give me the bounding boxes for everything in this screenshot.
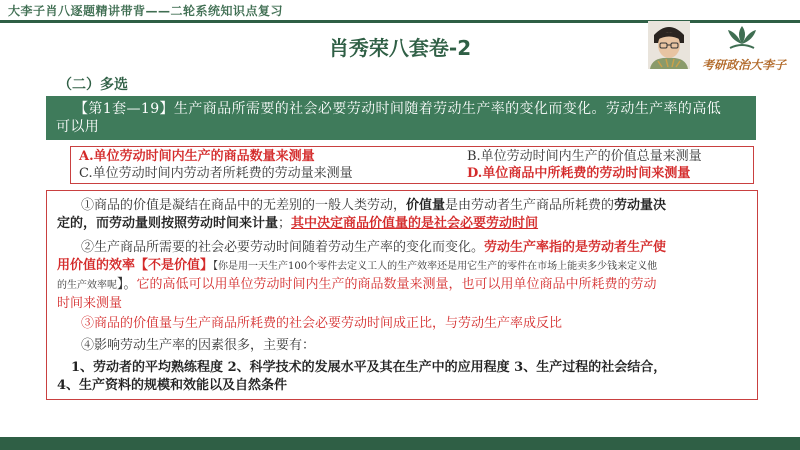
teacher-avatar-icon xyxy=(648,21,690,69)
option-a: A.单位劳动时间内生产的商品数量来测量 xyxy=(79,149,315,164)
analysis-point-2: ②生产商品所需要的社会必要劳动时间随着劳动生产率的变化而变化。劳动生产率指的是劳动者生产使 用价值的效率【不是价值】【你是用一天生产100个零件去定义工人的生产效率还是用它生产的零件在市场上能卖多少钱来定义他 的生产效率呢】。它的高低可以用单位劳动时间内生产的商品数量来测量，也可以用单位商品中所耗费的劳动 时间来测量 xyxy=(57,240,667,311)
analysis-point-4: ④影响劳动生产率的因素很多，主要有： xyxy=(81,338,316,353)
analysis-point-3: ③商品的价值量与生产商品所耗费的社会必要劳动时间成正比，与劳动生产率成反比 xyxy=(81,316,563,331)
analysis-point-1: ①商品的价值是凝结在商品中的无差别的一般人类劳动，价值量是由劳动者生产商品所耗费的劳动量决 定的，而劳动量则按照劳动时间来计量；其中决定商品价值量的是社会必要劳动时间 xyxy=(57,198,667,231)
option-b: B.单位劳动时间内生产的价值总量来测量 xyxy=(467,149,702,164)
logo-text: 考研政治大李子 xyxy=(701,58,786,72)
question-box xyxy=(46,96,756,140)
option-d: D.单位商品中所耗费的劳动时间来测量 xyxy=(467,166,691,181)
lotus-logo-icon xyxy=(722,22,762,52)
top-bar xyxy=(0,0,800,20)
options-box xyxy=(70,146,754,184)
option-c: C.单位劳动时间内劳动者所耗费的劳动量来测量 xyxy=(79,166,353,181)
question-line-2: 可以用 xyxy=(56,119,100,135)
analysis-box xyxy=(46,190,758,400)
slide-title: 肖秀荣八套卷-2 xyxy=(328,36,472,60)
analysis-point-5: 1、劳动者的平均熟练程度 2、科学技术的发展水平及其在生产中的应用程度 3、生产过程的社会结合， 4、生产资料的规模和效能以及自然条件 xyxy=(57,360,667,393)
bottom-bar xyxy=(0,437,800,450)
series-title: 大李子肖八逐题精讲带背——二轮系统知识点复习 xyxy=(8,4,284,18)
question-line-1: 【第1套—19】生产商品所需要的社会必要劳动时间随着劳动生产率的变化而变化。劳动生产率的高低 xyxy=(74,101,722,117)
section-label: （二）多选 xyxy=(58,77,128,93)
